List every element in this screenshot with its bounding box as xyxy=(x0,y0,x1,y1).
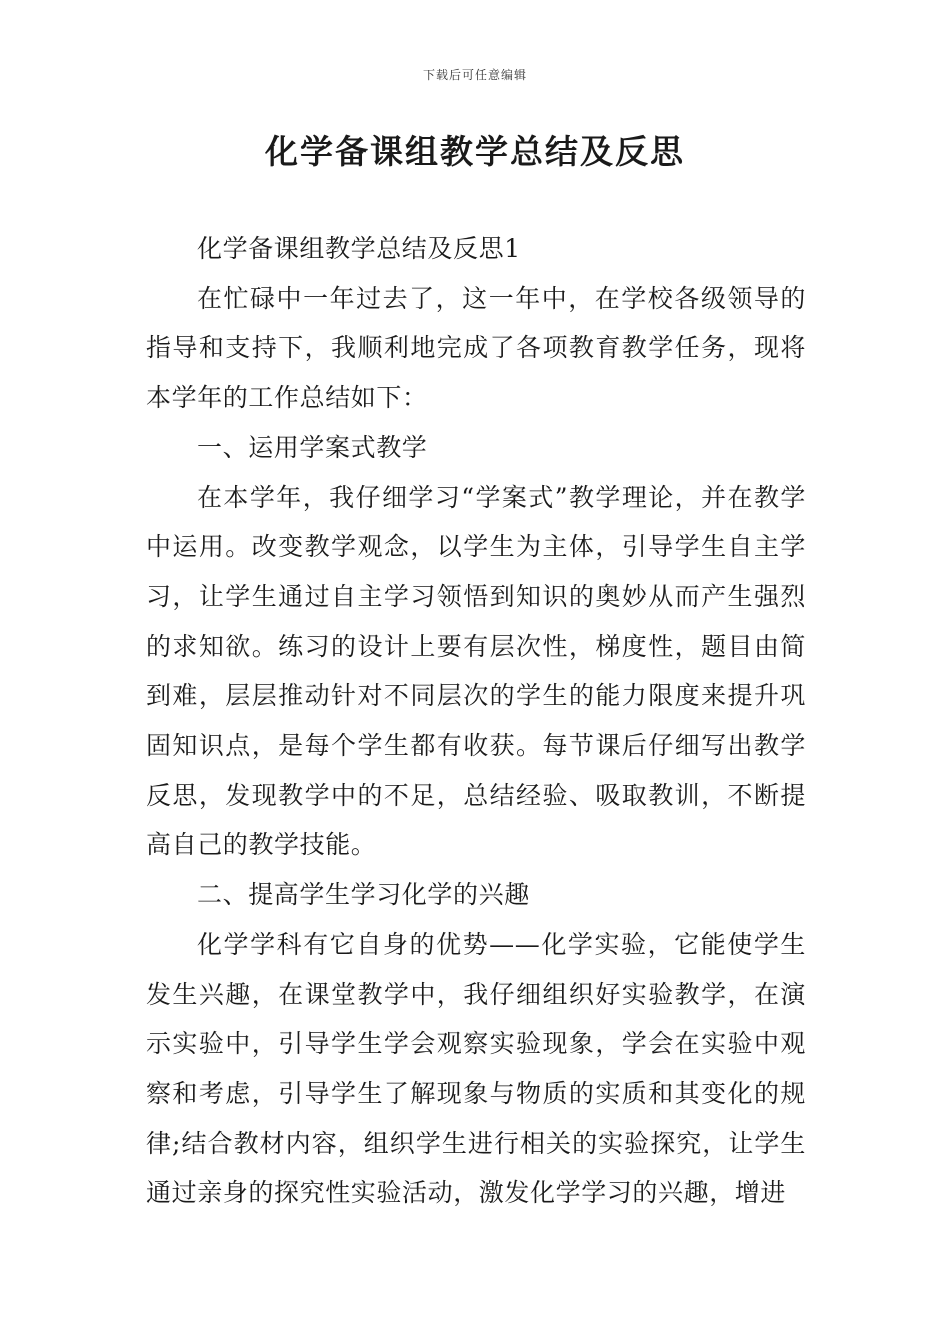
paragraph: 在忙碌中一年过去了，这一年中，在学校各级领导的指导和支持下，我顺利地完成了各项教育教学任务，现将本学年的工作总结如下： xyxy=(146,283,806,413)
document-body xyxy=(146,224,806,1218)
section-heading: 二、提高学生学习化学的兴趣 xyxy=(197,880,530,910)
paragraph: 在本学年，我仔细学习“学案式”教学理论，并在教学中运用。改变教学观念，以学生为主体，引导学生自主学习，让学生通过自主学习领悟到知识的奥妙从而产生强烈的求知欲。练习的设计上要有层次性，梯度性，题目由简到难，层层推动针对不同层次的学生的能力限度来提升巩固知识点，是每个学生都有收获。每节课后仔细写出教学反思，发现教学中的不足，总结经验、吸取教训，不断提高自己的教学技能。 xyxy=(146,482,806,860)
document-title: 化学备课组教学总结及反思 xyxy=(265,132,685,171)
header-note: 下载后可任意编辑 xyxy=(422,68,527,82)
section-heading: 一、运用学案式教学 xyxy=(197,432,428,462)
section-heading: 化学备课组教学总结及反思1 xyxy=(197,234,521,263)
paragraph: 化学学科有它自身的优势——化学实验，它能使学生发生兴趣，在课堂教学中，我仔细组织好实验教学，在演示实验中，引导学生学会观察实验现象，学会在实验中观察和考虑，引导学生了解现象与物质的实质和其变化的规律;结合教材内容，组织学生进行相关的实验探究，让学生通过亲身的探究性实验活动，激发化学学习的兴趣，增进 xyxy=(146,929,806,1208)
